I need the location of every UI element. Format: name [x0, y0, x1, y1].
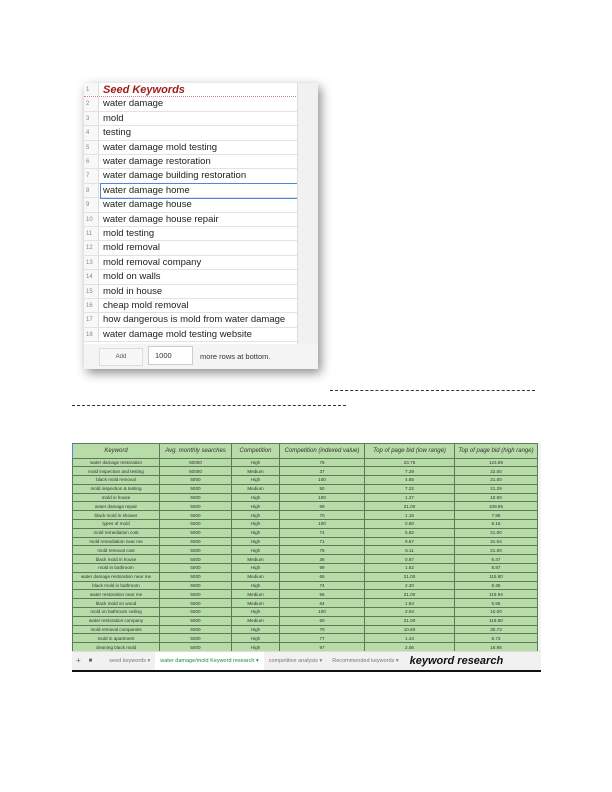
row-number: 1 [84, 83, 99, 96]
table-cell[interactable]: 21.00 [365, 616, 455, 625]
table-cell[interactable]: 124.85 [455, 458, 538, 467]
table-row [73, 608, 538, 617]
table-cell[interactable]: 5000 [160, 625, 232, 634]
sheet-row[interactable] [84, 169, 298, 183]
column-header[interactable]: Top of page bid (high range) [455, 444, 538, 459]
sheet-row[interactable] [84, 213, 298, 227]
table-cell[interactable]: High [232, 634, 280, 643]
table-cell[interactable]: High [232, 493, 280, 502]
all-sheets-icon[interactable]: ■ [88, 658, 93, 664]
table-cell[interactable]: 37 [280, 467, 365, 476]
keyword-cell[interactable]: water damage mold testing [103, 141, 218, 153]
table-cell[interactable]: 119.80 [455, 616, 538, 625]
table-cell[interactable]: 5000 [160, 581, 232, 590]
table-cell[interactable]: mold on bathroom ceiling [73, 608, 160, 617]
table-cell[interactable]: 100 [280, 520, 365, 529]
row-number: 9 [84, 198, 99, 211]
sheet-row[interactable] [84, 270, 298, 284]
keyword-cell[interactable]: mold on walls [103, 271, 161, 283]
table-cell[interactable]: 6.16 [455, 520, 538, 529]
keyword-research-sheet-screenshot [72, 443, 541, 651]
sheet-row[interactable] [84, 198, 298, 212]
table-cell[interactable]: 21.00 [455, 528, 538, 537]
table-cell[interactable]: Medium [232, 555, 280, 564]
rows-count-input[interactable]: 1000 [148, 346, 193, 365]
table-cell[interactable]: mold remediation cost [73, 528, 160, 537]
table-cell[interactable]: 31.04 [455, 537, 538, 546]
table-cell[interactable]: 100 [280, 476, 365, 485]
table-cell[interactable]: 99 [280, 564, 365, 573]
table-cell[interactable]: 5000 [160, 546, 232, 555]
table-cell[interactable]: 70 [280, 511, 365, 520]
table-cell[interactable]: 21.00 [365, 572, 455, 581]
column-header[interactable]: Competition (indexed value) [280, 444, 365, 459]
tab-competitive-analysis[interactable]: competitive analysis ▾ [268, 658, 323, 664]
table-row [73, 590, 538, 599]
table-cell[interactable]: 5.11 [365, 546, 455, 555]
table-row [73, 634, 538, 643]
table-cell[interactable]: 5000 [160, 520, 232, 529]
keyword-cell[interactable]: cheap mold removal [103, 300, 189, 311]
table-cell[interactable]: 21.00 [365, 590, 455, 599]
keyword-cell[interactable]: mold removal company [103, 256, 202, 268]
keyword-cell[interactable]: water damage home [101, 184, 298, 198]
table-cell[interactable]: 5.55 [455, 599, 538, 608]
table-header-row [73, 444, 538, 459]
sheet-row[interactable] [84, 285, 298, 299]
table-cell[interactable]: 5000 [160, 643, 232, 651]
table-row [73, 502, 538, 511]
table-row [73, 572, 538, 581]
table-row [73, 643, 538, 651]
table-cell[interactable]: 5000 [160, 502, 232, 511]
table-cell[interactable]: 0.60 [365, 520, 455, 529]
table-cell[interactable]: 22.00 [455, 467, 538, 476]
table-row [73, 546, 538, 555]
row-number: 4 [84, 126, 99, 139]
sheet-row[interactable] [84, 328, 298, 342]
table-cell[interactable]: 16.95 [455, 643, 538, 651]
table-cell[interactable]: 50000 [160, 467, 232, 476]
row-number: 7 [84, 169, 99, 182]
keyword-cell[interactable]: water damage restoration [103, 156, 211, 167]
horizontal-rule [72, 670, 541, 672]
table-cell[interactable]: 5000 [160, 564, 232, 573]
table-cell[interactable]: 115.80 [455, 572, 538, 581]
table-cell[interactable]: 9.35 [455, 581, 538, 590]
add-rows-button[interactable]: Add [99, 348, 143, 366]
scrollbar [297, 83, 318, 344]
table-cell[interactable]: black mold in shower [73, 511, 160, 520]
table-cell[interactable]: 76 [280, 546, 365, 555]
table-cell[interactable]: 100 [280, 493, 365, 502]
sheet-row[interactable] [84, 155, 298, 169]
table-cell[interactable]: 2.06 [365, 643, 455, 651]
table-cell[interactable]: 5000 [160, 599, 232, 608]
add-rows-bar [84, 344, 318, 369]
table-cell[interactable]: 70 [280, 625, 365, 634]
tab-seed-keywords[interactable]: seed keywords ▾ [109, 658, 151, 664]
tab-keyword-research[interactable]: water damage/mold Keyword research ▾ [155, 652, 263, 670]
table-cell[interactable]: 5000 [160, 484, 232, 493]
table-cell[interactable]: 7.32 [365, 484, 455, 493]
table-cell[interactable]: 30.73 [455, 625, 538, 634]
table-cell[interactable]: black mold removal [73, 476, 160, 485]
separator-line [330, 390, 535, 391]
table-cell[interactable]: water damage restoration near me [73, 572, 160, 581]
table-cell[interactable]: mold in bathroom [73, 564, 160, 573]
tab-label: seed keywords [109, 658, 146, 664]
table-cell[interactable]: 69 [280, 502, 365, 511]
table-cell[interactable]: 7.29 [365, 467, 455, 476]
table-cell[interactable]: 21.29 [455, 484, 538, 493]
table-row [73, 511, 538, 520]
row-number: 2 [84, 97, 99, 110]
keyword-cell[interactable]: water damage mold testing website [103, 328, 252, 340]
table-cell[interactable]: water damage restoration [73, 458, 160, 467]
table-cell[interactable]: Medium [232, 599, 280, 608]
table-cell[interactable]: High [232, 520, 280, 529]
table-row [73, 493, 538, 502]
table-cell[interactable]: types of mold [73, 520, 160, 529]
table-row [73, 625, 538, 634]
column-header[interactable]: Competition [232, 444, 280, 459]
keyword-cell[interactable]: mold [103, 112, 124, 124]
table-cell[interactable]: High [232, 608, 280, 617]
table-cell[interactable]: 6.47 [455, 555, 538, 564]
table-row [73, 564, 538, 573]
keyword-cell[interactable]: testing [103, 127, 131, 139]
table-cell[interactable]: 5.82 [365, 528, 455, 537]
table-cell[interactable]: 50000 [160, 458, 232, 467]
table-cell[interactable]: mold removal companies [73, 625, 160, 634]
table-cell[interactable]: 50 [280, 484, 365, 493]
table-cell[interactable]: 1.27 [365, 493, 455, 502]
table-cell[interactable]: mold in apartment [73, 634, 160, 643]
table-cell[interactable]: 10.00 [455, 493, 538, 502]
table-cell[interactable]: 1.84 [365, 599, 455, 608]
table-cell[interactable]: 21.00 [455, 476, 538, 485]
caption: keyword research [409, 655, 504, 667]
table-cell[interactable]: High [232, 581, 280, 590]
table-row [73, 458, 538, 467]
keyword-cell[interactable]: water damage building restoration [103, 170, 247, 182]
table-cell[interactable]: 5000 [160, 537, 232, 546]
tab-label: Recommended keywords [332, 658, 395, 664]
keyword-cell[interactable]: water damage house [103, 199, 192, 211]
add-rows-label: more rows at bottom. [200, 352, 271, 361]
table-cell[interactable]: 77 [280, 634, 365, 643]
sheet-row[interactable] [84, 141, 298, 155]
table-row [73, 599, 538, 608]
table-cell[interactable]: 5000 [160, 590, 232, 599]
table-cell[interactable]: 65 [280, 572, 365, 581]
table-row [73, 467, 538, 476]
table-cell[interactable]: 76 [280, 458, 365, 467]
separator-line [72, 405, 346, 406]
table-row [73, 476, 538, 485]
table-cell[interactable]: 2.20 [365, 581, 455, 590]
table-cell[interactable]: 36 [280, 555, 365, 564]
table-cell[interactable]: water restoration near me [73, 590, 160, 599]
table-cell[interactable]: High [232, 502, 280, 511]
row-number: 5 [84, 141, 99, 154]
table-cell[interactable]: 5000 [160, 616, 232, 625]
table-cell[interactable]: 5000 [160, 634, 232, 643]
row-number: 17 [84, 313, 99, 326]
table-cell[interactable]: 1.62 [365, 564, 455, 573]
table-cell[interactable]: 71 [280, 537, 365, 546]
table-cell[interactable]: Medium [232, 467, 280, 476]
row-number: 15 [84, 285, 99, 298]
table-cell[interactable]: 74 [280, 581, 365, 590]
table-cell[interactable]: High [232, 528, 280, 537]
table-cell[interactable]: mold remediation near me [73, 537, 160, 546]
table-cell[interactable]: 5000 [160, 493, 232, 502]
seed-keywords-sheet-screenshot [84, 83, 318, 369]
table-cell[interactable]: High [232, 643, 280, 651]
sheet-row[interactable] [84, 112, 298, 126]
table-cell[interactable]: 60 [280, 616, 365, 625]
table-cell[interactable]: 10.00 [455, 608, 538, 617]
keyword-cell[interactable]: water damage [103, 98, 164, 110]
keyword-cell[interactable]: mold testing [103, 228, 155, 239]
table-cell[interactable]: Medium [232, 484, 280, 493]
table-cell[interactable]: 5000 [160, 608, 232, 617]
table-cell[interactable]: 4.65 [365, 476, 455, 485]
keyword-cell[interactable]: mold in house [103, 285, 163, 297]
table-cell[interactable]: 8.87 [455, 564, 538, 573]
table-cell[interactable]: 74 [280, 528, 365, 537]
table-cell[interactable]: black mold in bathroom [73, 581, 160, 590]
table-cell[interactable]: water damage repair [73, 502, 160, 511]
tab-label: competitive analysis [268, 658, 318, 664]
column-header[interactable]: Keyword [73, 444, 160, 459]
table-cell[interactable]: 64 [280, 599, 365, 608]
table-cell[interactable]: Medium [232, 616, 280, 625]
column-header[interactable]: Avg. monthly searches [160, 444, 232, 459]
table-row [73, 528, 538, 537]
sheet-tabs-bar [72, 651, 541, 670]
sheet-row[interactable] [84, 256, 298, 270]
table-cell[interactable]: 5000 [160, 572, 232, 581]
table-row [73, 581, 538, 590]
table-cell[interactable]: black mold in house [73, 555, 160, 564]
table-cell[interactable]: mold removal cost [73, 546, 160, 555]
table-cell[interactable]: 56 [280, 590, 365, 599]
table-cell[interactable]: 21.00 [365, 502, 455, 511]
table-cell[interactable]: 119.94 [455, 590, 538, 599]
table-cell[interactable]: 7.88 [455, 511, 538, 520]
table-cell[interactable]: High [232, 476, 280, 485]
table-row [73, 555, 538, 564]
sheet-row[interactable] [84, 299, 298, 313]
table-cell[interactable]: 6.73 [455, 634, 538, 643]
keyword-cell[interactable]: mold removal [103, 242, 161, 254]
sheet-row[interactable] [84, 97, 298, 111]
row-number: 10 [84, 213, 99, 226]
table-cell[interactable]: 5000 [160, 528, 232, 537]
table-row [73, 520, 538, 529]
table-cell[interactable]: 9.57 [365, 537, 455, 546]
table-cell[interactable]: 5000 [160, 476, 232, 485]
table-row [73, 484, 538, 493]
tab-recommended-keywords[interactable]: Recommended keywords ▾ [332, 658, 399, 664]
table-cell[interactable]: Medium [232, 590, 280, 599]
sheet-row[interactable] [84, 227, 298, 241]
table-cell[interactable]: Medium [232, 572, 280, 581]
table-cell[interactable]: 10.60 [365, 625, 455, 634]
sheet-row[interactable] [84, 313, 298, 327]
row-number: 12 [84, 241, 99, 254]
table-cell[interactable]: 109.85 [455, 502, 538, 511]
table-cell[interactable]: 0.87 [365, 555, 455, 564]
tab-label: water damage/mold Keyword research [160, 658, 255, 664]
row-number: 16 [84, 299, 99, 312]
table-cell[interactable]: 5000 [160, 555, 232, 564]
table-cell[interactable]: water restoration company [73, 616, 160, 625]
table-cell[interactable]: 100 [280, 608, 365, 617]
table-cell[interactable]: 21.00 [455, 546, 538, 555]
table-cell[interactable]: cleaning black mold [73, 643, 160, 651]
table-cell[interactable]: 2.04 [365, 608, 455, 617]
sheet-row[interactable] [84, 184, 298, 198]
add-sheet-icon[interactable]: + [76, 656, 81, 665]
row-number: 18 [84, 328, 99, 341]
keyword-cell[interactable]: water damage house repair [103, 213, 219, 225]
row-number: 11 [84, 227, 99, 240]
row-number: 14 [84, 270, 99, 283]
table-cell[interactable]: High [232, 546, 280, 555]
table-cell[interactable]: High [232, 625, 280, 634]
row-number: 3 [84, 112, 99, 125]
table-cell[interactable]: 1.44 [365, 634, 455, 643]
table-cell[interactable]: 97 [280, 643, 365, 651]
table-row [73, 537, 538, 546]
table-cell[interactable]: 5000 [160, 511, 232, 520]
sheet-row[interactable] [84, 241, 298, 255]
sheet-row[interactable] [84, 126, 298, 140]
table-cell[interactable]: mold inspection and testing [73, 467, 160, 476]
keyword-table [72, 443, 538, 651]
table-cell[interactable]: High [232, 458, 280, 467]
table-cell[interactable]: High [232, 537, 280, 546]
keyword-cell[interactable]: how dangerous is mold from water damage [103, 314, 286, 326]
column-title[interactable]: Seed Keywords [103, 84, 185, 96]
table-cell[interactable]: mold in house [73, 493, 160, 502]
table-cell[interactable]: High [232, 564, 280, 573]
table-cell[interactable]: 1.15 [365, 511, 455, 520]
row-number: 8 [84, 184, 99, 197]
row-number: 13 [84, 256, 99, 269]
table-cell[interactable]: 23.76 [365, 458, 455, 467]
row-number: 6 [84, 155, 99, 168]
header-row[interactable] [84, 83, 298, 97]
table-cell[interactable]: High [232, 511, 280, 520]
table-cell[interactable]: mold inspection & testing [73, 484, 160, 493]
column-header[interactable]: Top of page bid (low range) [365, 444, 455, 459]
table-row [73, 616, 538, 625]
table-cell[interactable]: black mold on wood [73, 599, 160, 608]
